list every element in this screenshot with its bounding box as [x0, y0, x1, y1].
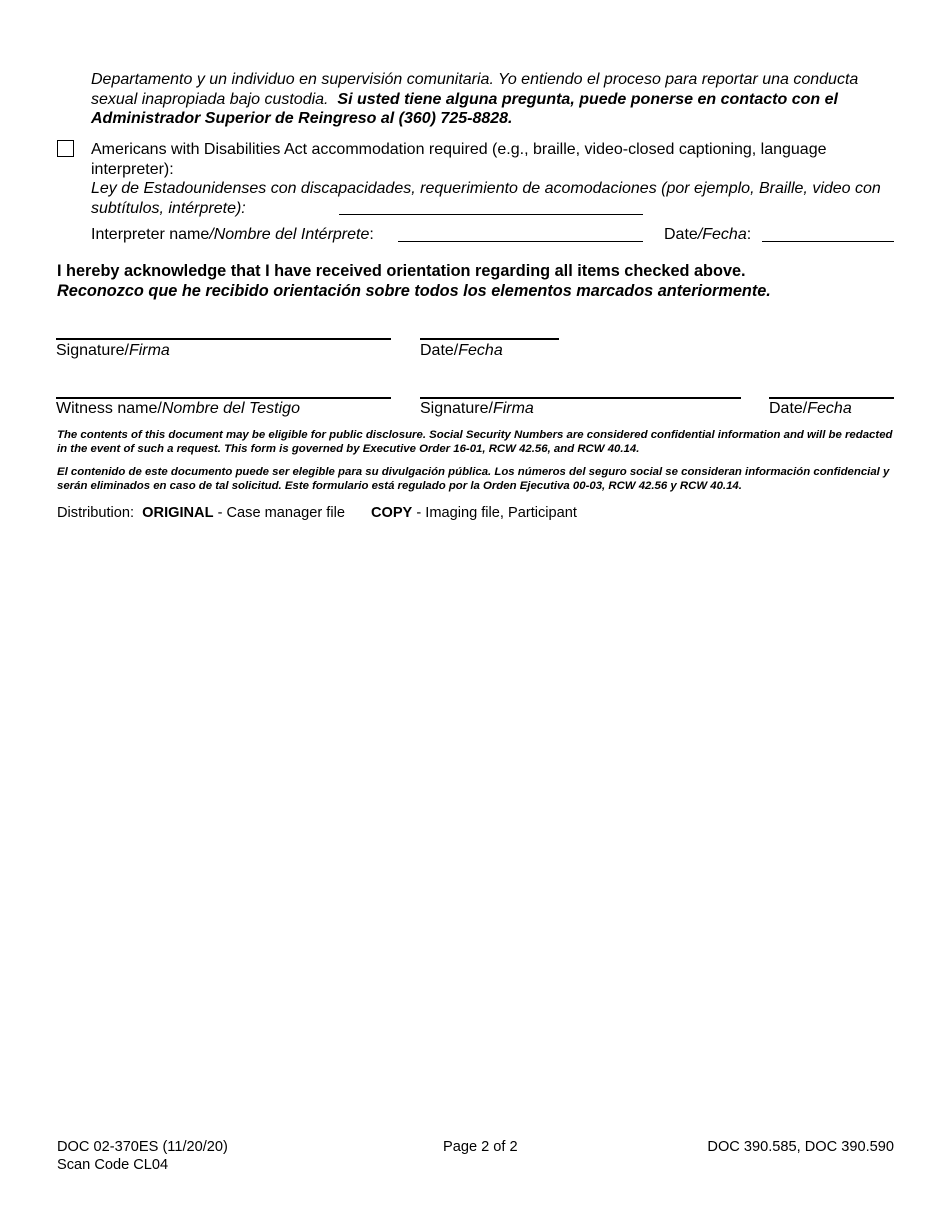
acknowledgement-spanish: Reconozco que he recibido orientación sobre todos los elementos marcados anteriormente.: [57, 281, 771, 300]
participant-date-label: Date/Fecha: [420, 342, 503, 359]
interpreter-name-label: Interpreter name/Nombre del Intérprete:: [91, 226, 374, 243]
interpreter-date-field[interactable]: [762, 241, 894, 242]
disclosure-notice-spanish: El contenido de este documento puede ser elegible para su divulgación pública. Los números del seguro social se consideran información confidencial y serán eliminados en caso de tal solicitud. Este formulario está regulado por la Orden Ejecutiva 00-03, RCW 42.56 y RCW 40.14.: [57, 466, 890, 492]
form-id: DOC 02-370ES (11/20/20): [57, 1139, 228, 1155]
ada-english-label: Americans with Disabilities Act accommodation required (e.g., braille, video-closed captioning, language interpreter):: [91, 141, 827, 178]
interpreter-date-label: Date/Fecha:: [664, 226, 752, 243]
intro-text: Departamento y un individuo en supervisión comunitaria. Yo entiendo el proceso para reportar una conducta sexual inapropiada bajo custodia.: [91, 71, 859, 108]
interpreter-name-field[interactable]: [398, 241, 643, 242]
page-number: Page 2 of 2: [443, 1139, 518, 1155]
intro-paragraph: [91, 70, 891, 129]
distribution-line: Distribution: ORIGINAL - Case manager file COPY - Imaging file, Participant: [57, 505, 577, 521]
ada-accommodation-field[interactable]: [339, 214, 643, 215]
acknowledgement: [57, 262, 907, 301]
witness-date-label: Date/Fecha: [769, 400, 852, 417]
disclosure-notice-english: The contents of this document may be eligible for public disclosure. Social Security Numbers are considered confidential information and will be redacted in the event of such a request. This form is governed by Executive Order 16-01, RCW 42.56, and RCW 40.14.: [57, 429, 893, 455]
participant-date-field[interactable]: [420, 338, 559, 340]
participant-signature-label: Signature/Firma: [56, 342, 170, 359]
ada-spanish-label: Ley de Estadounidenses con discapacidades, requerimiento de acomodaciones (por ejemplo, Braille, video con subtítulos, intérprete):: [91, 180, 881, 217]
ada-accommodation-checkbox[interactable]: [57, 140, 74, 157]
acknowledgement-english: I hereby acknowledge that I have received orientation regarding all items checked above.: [57, 262, 746, 280]
intro-contact-text: Si usted tiene alguna pregunta, puede ponerse en contacto con el Administrador Superior de Reingreso al (360) 725-8828.: [91, 90, 838, 127]
witness-name-label: Witness name/Nombre del Testigo: [56, 400, 300, 417]
participant-signature-field[interactable]: [56, 338, 391, 340]
policy-references: DOC 390.585, DOC 390.590: [707, 1139, 894, 1155]
scan-code: Scan Code CL04: [57, 1157, 169, 1173]
witness-signature-label: Signature/Firma: [420, 400, 534, 417]
footer-form-info: [57, 1138, 228, 1174]
